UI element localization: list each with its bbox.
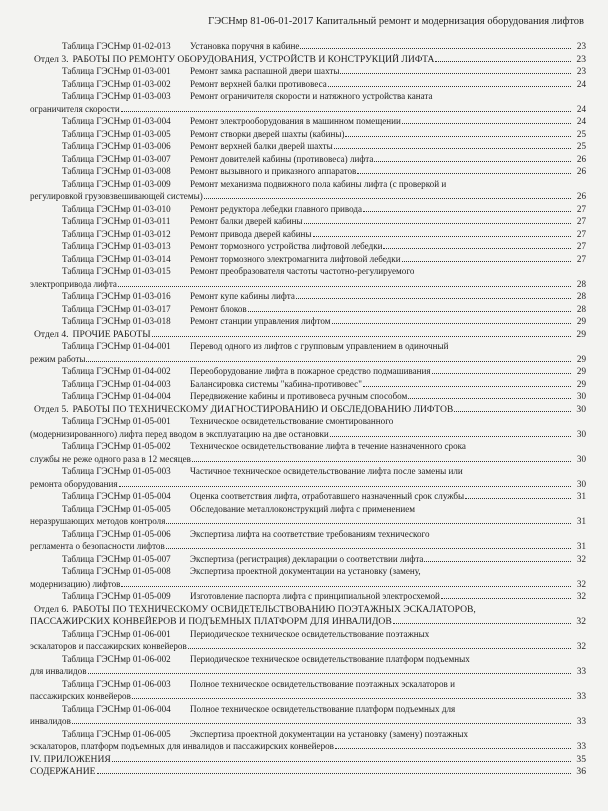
toc-entry-title: ПРОЧИЕ РАБОТЫ [72, 328, 151, 340]
dot-leader [435, 53, 571, 62]
toc-entry-label: Таблица ГЭСНмр 01-03-002 [62, 78, 171, 89]
toc-entry[interactable] [30, 703, 586, 728]
dot-leader [393, 615, 571, 624]
toc-entry-page: 28 [576, 278, 586, 289]
toc-entry[interactable] [30, 340, 586, 365]
toc-entry-title: Ремонт створки дверей шахты (кабины) [190, 128, 345, 139]
dot-leader [330, 428, 571, 437]
dot-leader [334, 140, 571, 149]
toc-entry[interactable] [30, 590, 586, 603]
toc-entry-title: Ремонт тормозного электромагнита лифтовой лебедки [190, 253, 401, 264]
dot-leader [166, 515, 571, 524]
toc-entry-label: Таблица ГЭСНмр 01-04-001 [62, 341, 171, 351]
toc-entry-page: 24 [576, 116, 586, 126]
toc-entry[interactable] [30, 215, 586, 228]
dot-leader [335, 740, 571, 749]
toc-entry-page: 31 [576, 516, 586, 526]
dot-leader [454, 403, 571, 412]
toc-entry-title: Переоборудование лифта в пожарное средство подмашивания [190, 366, 431, 376]
toc-entry-page: 35 [576, 753, 586, 765]
toc-entry-page: 33 [576, 666, 586, 676]
toc-entry-label: Таблица ГЭСНмр 01-06-001 [62, 628, 171, 639]
dot-leader [112, 753, 571, 762]
toc-entry-page: 33 [576, 716, 586, 726]
toc-entry-title: Балансировка системы "кабина-противовес" [190, 378, 362, 389]
toc-entry-label: Таблица ГЭСНмр 01-03-014 [62, 253, 171, 264]
toc-entry-page: 32 [576, 578, 586, 589]
dot-leader [363, 203, 571, 212]
dot-leader [166, 540, 571, 549]
toc-entry-label: Таблица ГЭСНмр 01-05-002 [62, 441, 171, 451]
toc-entry[interactable] [30, 265, 586, 290]
toc-entry-label: Таблица ГЭСНмр 01-03-004 [62, 116, 171, 126]
dot-leader [132, 690, 571, 699]
toc-entry[interactable] [30, 415, 586, 440]
toc-entry-title-continued: службы не реже одного раза в 12 месяцев [30, 453, 191, 464]
toc-entry-label: Отдел 4. [34, 328, 69, 340]
toc-entry[interactable] [30, 315, 586, 328]
toc-entry-label: Таблица ГЭСНмр 01-03-005 [62, 128, 171, 139]
toc-entry-title: Установка поручня в кабине [190, 41, 300, 51]
toc-entry-title: Изготовление паспорта лифта с принципиальной электросхемой [190, 591, 440, 601]
toc-entry-page: 29 [576, 316, 586, 326]
dot-leader [204, 190, 571, 199]
toc-entry-title-continued: эскалаторов и пассажирских конвейеров [30, 641, 187, 651]
toc-entry[interactable] [30, 78, 586, 91]
toc-entry-title: Ремонт электрооборудования в машинном помещении [190, 116, 401, 126]
toc-entry-label: Таблица ГЭСНмр 01-03-010 [62, 203, 171, 214]
toc-entry-page: 27 [576, 241, 586, 251]
toc-entry-title: Передвижение кабины и противовеса ручным способом [190, 391, 408, 401]
dot-leader [300, 40, 571, 49]
toc-entry-label: Таблица ГЭСНмр 01-04-004 [62, 391, 171, 401]
toc-entry-title: Ремонт балки дверей кабины [190, 216, 303, 226]
toc-entry[interactable] [30, 403, 586, 416]
dot-leader [121, 103, 571, 112]
toc-entry-page: 24 [576, 78, 586, 89]
toc-entry-label: Таблица ГЭСНмр 01-03-011 [62, 216, 171, 226]
dot-leader [304, 215, 571, 224]
toc-entry-label: Таблица ГЭСНмр 01-03-017 [62, 303, 171, 314]
toc-entry[interactable] [30, 203, 586, 216]
dot-leader [192, 453, 571, 462]
toc-entry-title-continued: неразрушающих методов контроля [30, 516, 166, 526]
toc-entry-label: Таблица ГЭСНмр 01-06-003 [62, 678, 171, 689]
toc-entry-page: 29 [576, 328, 586, 340]
toc-entry[interactable] [30, 678, 586, 703]
toc-entry[interactable] [30, 528, 586, 553]
toc-entry-page: 33 [576, 741, 586, 751]
toc-entry[interactable] [30, 328, 586, 341]
dot-leader [152, 328, 571, 337]
dot-leader [383, 240, 571, 249]
toc-entry-page: 30 [576, 478, 586, 489]
toc-entry[interactable] [30, 490, 586, 503]
toc-entry-page: 30 [576, 391, 586, 401]
toc-entry-label: Таблица ГЭСНмр 01-06-005 [62, 728, 171, 739]
toc-entry-label: Таблица ГЭСНмр 01-03-015 [62, 266, 171, 276]
toc-entry-page: 31 [576, 541, 586, 551]
dot-leader [424, 553, 571, 562]
dot-leader [188, 640, 571, 649]
toc-entry-page: 32 [576, 641, 586, 651]
dot-leader [118, 278, 571, 287]
toc-entry-page: 28 [576, 291, 586, 301]
toc-entry-title-continued: пассажирских конвейеров [30, 691, 131, 701]
toc-entry-page: 26 [576, 153, 586, 164]
toc-entry-title: Экспертиза лифта на соответствие требованиям технического [190, 528, 430, 539]
dot-leader [432, 365, 571, 374]
toc-entry-page: 23 [576, 41, 586, 51]
toc-entry-label: Таблица ГЭСНмр 01-02-013 [62, 41, 171, 51]
toc-entry-page: 29 [576, 366, 586, 376]
toc-entry-title-continued: ограничителя скорости [30, 103, 120, 114]
toc-entry-title-continued: регламента о безопасности лифтов [30, 541, 165, 551]
toc-entry[interactable] [30, 128, 586, 141]
toc-entry-title: Частичное техническое освидетельствование лифта после замены или [190, 466, 463, 476]
dot-leader [86, 353, 571, 362]
toc-entry-title: Ремонт механизма подвижного пола кабины лифта (с проверкой и [190, 178, 447, 189]
toc-entry-title-continued: режим работы [30, 353, 86, 364]
dot-leader [441, 590, 571, 599]
dot-leader [332, 315, 572, 324]
toc-entry-title: Ремонт купе кабины лифта [190, 291, 295, 301]
toc-entry[interactable] [30, 65, 586, 78]
toc-entry-page: 27 [576, 216, 586, 226]
dot-leader [313, 228, 571, 237]
toc-entry-page: 23 [576, 53, 586, 65]
toc-entry-title: Периодическое техническое освидетельствование поэтажных [190, 628, 430, 639]
toc-entry-title: Техническое освидетельствование смонтированного [190, 416, 394, 426]
toc-entry-title: Ремонт тормозного устройства лифтовой лебедки [190, 241, 383, 251]
toc-entry-title-continued: (модернизированного) лифта перед вводом в эксплуатацию на две остановки [30, 428, 329, 439]
toc-entry-title: Техническое освидетельствование лифта в течение назначенного срока [190, 441, 466, 451]
dot-leader [328, 78, 571, 87]
toc-entry-page: 23 [576, 66, 586, 76]
toc-entry-title-continued: инвалидов [30, 716, 71, 726]
toc-entry-label: Таблица ГЭСНмр 01-03-013 [62, 241, 171, 251]
toc-entry[interactable] [30, 628, 586, 653]
toc-entry-title: Ремонт довителей кабины (противовеса) лифта [190, 153, 374, 164]
toc-entry-title: Полное техническое освидетельствование поэтажных эскалаторов и [190, 678, 455, 689]
toc-entry[interactable] [30, 765, 586, 778]
toc-entry-page: 27 [576, 228, 586, 239]
toc-entry-page: 26 [576, 166, 586, 176]
toc-entry-label: Таблица ГЭСНмр 01-05-007 [62, 553, 171, 564]
toc-entry-title: РАБОТЫ ПО ТЕХНИЧЕСКОМУ ОСВИДЕТЕЛЬСТВОВАНИЮ ПОЭТАЖНЫХ ЭСКАЛАТОРОВ, [72, 603, 476, 615]
dot-leader [97, 765, 572, 774]
toc-entry-title: Перевод одного из лифтов с групповым управлением в одиночный [190, 341, 449, 351]
toc-entry-title: Ремонт преобразователя частоты частотно-регулируемого [190, 266, 415, 276]
toc-entry-title-continued: ПАССАЖИРСКИХ КОНВЕЙЕРОВ И ПОДЪЕМНЫХ ПЛАТФОРМ ДЛЯ ИНВАЛИДОВ [30, 616, 392, 627]
toc-entry-page: 32 [576, 591, 586, 601]
toc-entry-label: Таблица ГЭСНмр 01-03-006 [62, 141, 171, 151]
toc-entry[interactable] [30, 115, 586, 128]
toc-entry[interactable] [30, 565, 586, 590]
dot-leader [357, 165, 571, 174]
toc-entry-title: Ремонт верхней балки противовеса [190, 78, 327, 89]
toc-entry-label: Таблица ГЭСНмр 01-05-006 [62, 528, 171, 539]
dot-leader [363, 378, 571, 387]
toc-entry-page: 30 [576, 403, 586, 415]
toc-entry[interactable] [30, 603, 586, 628]
toc-entry-page: 32 [576, 553, 586, 564]
toc-entry[interactable] [30, 165, 586, 178]
toc-entry-page: 33 [576, 691, 586, 701]
toc-entry-label: Таблица ГЭСНмр 01-05-004 [62, 491, 171, 501]
toc-entry-label: Таблица ГЭСНмр 01-05-003 [62, 466, 171, 476]
toc-entry-title: РАБОТЫ ПО РЕМОНТУ ОБОРУДОВАНИЯ, УСТРОЙСТВ И КОНСТРУКЦИЙ ЛИФТА [72, 53, 435, 65]
toc-entry-label: Таблица ГЭСНмр 01-03-016 [62, 291, 171, 301]
toc-entry-title: РАБОТЫ ПО ТЕХНИЧЕСКОМУ ДИАГНОСТИРОВАНИЮ И ОБСЛЕДОВАНИЮ ЛИФТОВ [72, 403, 454, 415]
dot-leader [408, 390, 571, 399]
toc-entry-title: Периодическое техническое освидетельствование платформ подъемных [190, 653, 470, 664]
toc-entry[interactable] [30, 553, 586, 566]
toc-entry-page: 27 [576, 253, 586, 264]
toc-entry[interactable] [30, 440, 586, 465]
toc-entry[interactable] [30, 753, 586, 766]
toc-entry-title: Ремонт станции управления лифтом [190, 316, 331, 326]
toc-entry-label: Отдел 3. [34, 53, 69, 65]
dot-leader [72, 715, 571, 724]
toc-entry[interactable] [30, 178, 586, 203]
toc-entry-title-continued: модернизацию) лифтов [30, 578, 121, 589]
toc-entry[interactable] [30, 253, 586, 266]
toc-entry-page: 25 [576, 141, 586, 151]
toc-entry-title-continued: ремонта оборудования [30, 478, 118, 489]
toc-entry-page: 28 [576, 303, 586, 314]
toc-entry[interactable] [30, 228, 586, 241]
toc-entry[interactable] [30, 303, 586, 316]
toc-entry[interactable] [30, 503, 586, 528]
toc-entry-title-continued: для инвалидов [30, 666, 87, 676]
toc-entry[interactable] [30, 290, 586, 303]
toc-entry-title-continued: регулировкой грузовзвешивающей системы) [30, 191, 203, 201]
dot-leader [402, 115, 571, 124]
toc-entry-page: 27 [576, 203, 586, 214]
dot-leader [402, 253, 571, 262]
toc-entry-page: 29 [576, 378, 586, 389]
toc-entry-label: Таблица ГЭСНмр 01-05-005 [62, 503, 171, 514]
toc-entry-page: 32 [576, 616, 586, 627]
toc-entry-label: Отдел 6. [34, 603, 69, 615]
toc-entry-title: Ремонт привода дверей кабины [190, 228, 312, 239]
toc-entry-title: Оценка соответствия лифта, отработавшего назначенный срок службы [190, 491, 465, 501]
dot-leader [88, 665, 571, 674]
toc-entry[interactable] [30, 240, 586, 253]
toc-entry[interactable] [30, 365, 586, 378]
toc-entry-title: Экспертиза проектной документации на установку (замену, [190, 566, 421, 576]
toc-entry-title: Экспертиза (регистрация) декларации о соответствии лифта [190, 553, 424, 564]
toc-entry-label: Таблица ГЭСНмр 01-06-004 [62, 703, 171, 714]
toc-entry[interactable] [30, 728, 586, 753]
toc-entry-label: Таблица ГЭСНмр 01-04-002 [62, 366, 171, 376]
toc-entry[interactable] [30, 53, 586, 66]
running-header: ГЭСНмр 81-06-01-2017 Капитальный ремонт и модернизация оборудования лифтов [208, 16, 584, 27]
toc-entry-label: Таблица ГЭСНмр 01-03-018 [62, 316, 171, 326]
toc-entry-label: Таблица ГЭСНмр 01-03-007 [62, 153, 171, 164]
dot-leader [248, 303, 571, 312]
toc-entry-page: 24 [576, 103, 586, 114]
toc-entry[interactable] [30, 465, 586, 490]
toc-entry[interactable] [30, 653, 586, 678]
dot-leader [121, 578, 571, 587]
toc-entry[interactable] [30, 153, 586, 166]
toc-entry-title: Ремонт верхней балки дверей шахты [190, 141, 333, 151]
dot-leader [465, 490, 571, 499]
toc-entry-label: Таблица ГЭСНмр 01-03-003 [62, 91, 171, 101]
toc-entry[interactable] [30, 40, 586, 53]
toc-entry-page: 30 [576, 428, 586, 439]
toc-entry-title: Ремонт вызывного и приказного аппаратов [190, 166, 357, 176]
toc-entry-label: Отдел 5. [34, 403, 69, 415]
toc-entry-title: Ремонт блоков [190, 303, 247, 314]
table-of-contents [30, 40, 586, 778]
toc-entry-title: Ремонт редуктора лебедки главного привода [190, 203, 363, 214]
toc-entry-page: 30 [576, 453, 586, 464]
toc-entry[interactable] [30, 378, 586, 391]
toc-entry-label: IV. ПРИЛОЖЕНИЯ [30, 753, 111, 765]
toc-entry-title-continued: электропривода лифта [30, 278, 117, 289]
toc-entry-page: 29 [576, 353, 586, 364]
dot-leader [374, 153, 571, 162]
toc-entry-page: 25 [576, 128, 586, 139]
toc-entry[interactable] [30, 390, 586, 403]
toc-entry-label: СОДЕРЖАНИЕ [30, 766, 96, 777]
dot-leader [345, 128, 571, 137]
dot-leader [119, 478, 571, 487]
toc-entry-label: Таблица ГЭСНмр 01-03-012 [62, 228, 171, 239]
toc-entry-label: Таблица ГЭСНмр 01-04-003 [62, 378, 171, 389]
toc-entry-label: Таблица ГЭСНмр 01-05-001 [62, 416, 171, 426]
toc-entry-label: Таблица ГЭСНмр 01-03-008 [62, 166, 171, 176]
dot-leader [296, 290, 571, 299]
toc-entry-label: Таблица ГЭСНмр 01-05-009 [62, 591, 171, 601]
toc-entry-label: Таблица ГЭСНмр 01-05-008 [62, 566, 171, 576]
toc-entry-page: 26 [576, 191, 586, 201]
toc-entry-title: Ремонт ограничителя скорости и натяжного устройства каната [190, 91, 433, 101]
toc-entry-title: Экспертиза проектной документации на установку (замену) поэтажных [190, 728, 468, 739]
toc-entry-title: Ремонт замка распашной двери шахты [190, 66, 340, 76]
dot-leader [340, 65, 571, 74]
toc-entry-title: Обследование металлоконструкций лифта с применением [190, 503, 415, 514]
toc-entry-label: Таблица ГЭСНмр 01-03-001 [62, 66, 171, 76]
toc-entry-label: Таблица ГЭСНмр 01-06-002 [62, 653, 171, 664]
toc-entry-title-continued: эскалаторов, платформ подъемных для инвалидов и пассажирских конвейеров [30, 741, 334, 751]
toc-entry-label: Таблица ГЭСНмр 01-03-009 [62, 178, 171, 189]
toc-entry[interactable] [30, 140, 586, 153]
toc-entry-page: 31 [576, 491, 586, 501]
toc-entry-page: 36 [576, 766, 586, 777]
toc-entry[interactable] [30, 90, 586, 115]
toc-entry-title: Полное техническое освидетельствование платформ подъемных для [190, 703, 456, 714]
